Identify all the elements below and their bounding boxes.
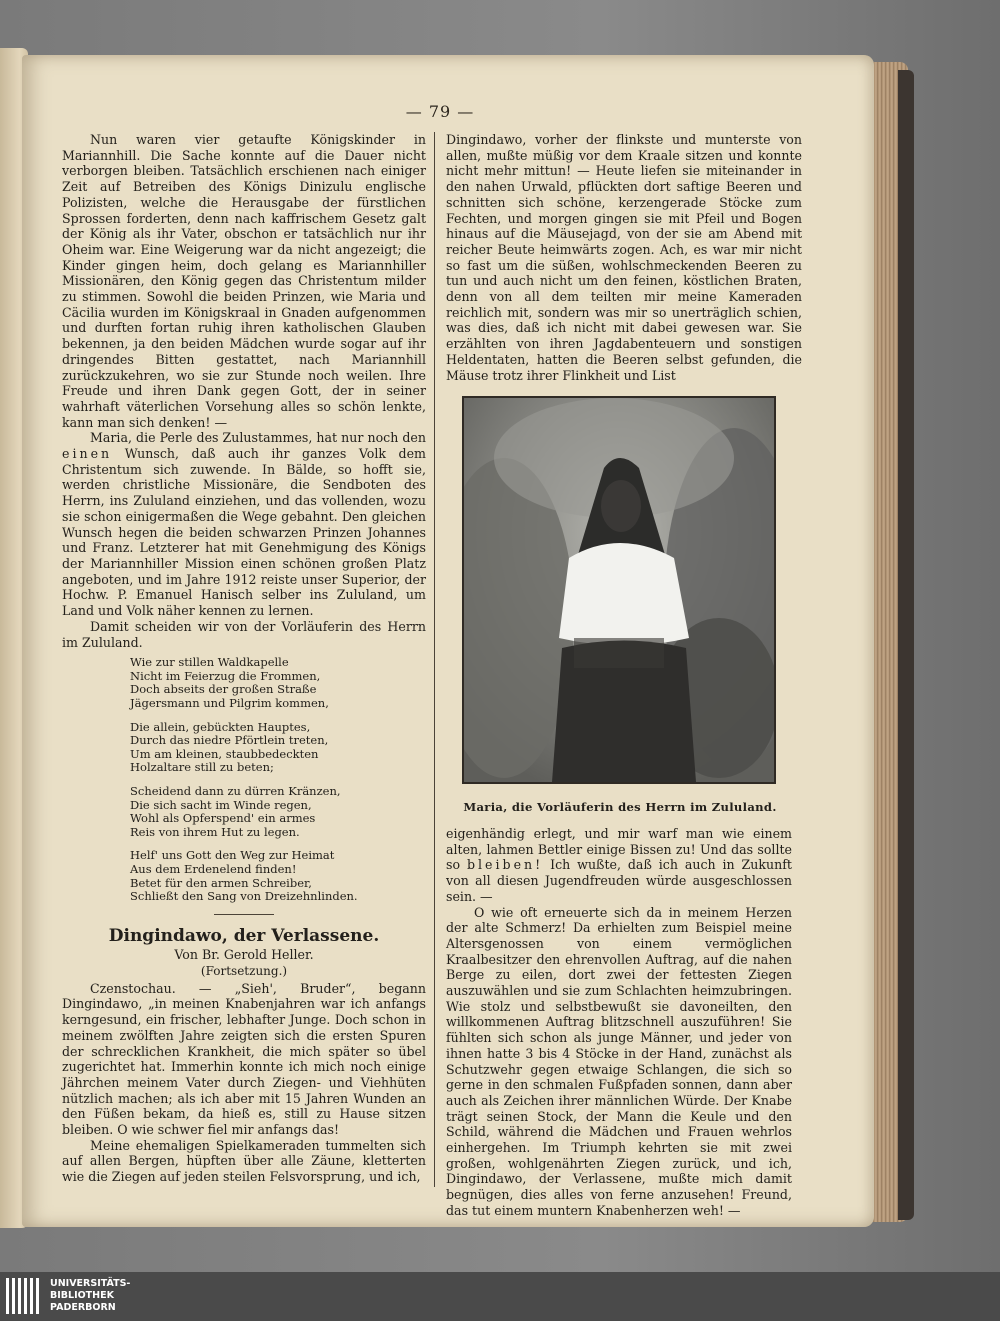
- section-divider: [214, 914, 274, 915]
- poem-stanza: [130, 849, 426, 903]
- article-title: Dingindawo, der Verlassene.: [108, 925, 380, 946]
- poem: [130, 656, 426, 904]
- emphasis-word: einen: [62, 446, 113, 462]
- left-column: [62, 132, 426, 1185]
- library-name-line: PADERBORN: [50, 1302, 116, 1313]
- paragraph-rest: Ich wußte, daß ich auch in Zukunft von all diesen Jugendfreuden würde ausgeschlossen sein. —: [446, 857, 792, 904]
- paragraph-farewell: Damit scheiden wir von der Vorläuferin des Herrn im Zululand.: [62, 618, 426, 650]
- poem-line: Nicht im Feierzug die Frommen,: [130, 668, 321, 683]
- poem-line: Wie zur stillen Waldkapelle: [130, 655, 289, 670]
- article-paragraph: [446, 826, 792, 905]
- library-name: [50, 1278, 130, 1314]
- portrait-photo: [462, 396, 776, 784]
- column-divider: [434, 132, 435, 1187]
- intro-paragraph: Nun waren vier getaufte Königskinder in Mariannhill. Die Sache konnte auf die Dauer nicht verborgen bleiben. Tatsächlich erschienen nach einiger Zeit auf Betreiben des Königs Dinizulu englische Polizisten, welche die Herausgabe der fürstlichen Sprossen forderten, denn nach kaffrischem Gesetz galt der König als ihr Vater, obschon er tatsächlich nur ihr Oheim war. Eine Weigerung war da nicht angezeigt; die Kinder gingen heim, doch gelang es Mariannhiller Missionären, den König gegen das Christentum milder zu stimmen. Sowohl die beiden Prinzen, wie Maria und Cäcilia wurden im Königskraal in Gnaden aufgenommen und durften fortan ruhig ihren katholischen Glauben bekennen, ja den beiden Mädchen wurde sogar auf ihr dringendes Bitten gestattet, nach Mariannhill zurückzukehren, wo sie zur Stunde noch weilen. Ihre Freude und ihren Dank gegen Gott, der in seiner wahrhaft väterlichen Vorsehung alles so schön lenkte, kann man sich denken! —: [62, 132, 426, 430]
- photo-caption: Maria, die Vorläuferin des Herrn im Zululand.: [463, 800, 777, 814]
- poem-line: Helf' uns Gott den Weg zur Heimat: [130, 848, 335, 863]
- paragraph-maria-wish-start: Maria, die Perle des Zulustammes, hat nur noch den: [90, 430, 426, 446]
- poem-line: Aus dem Erdenelend finden!: [130, 861, 297, 876]
- poem-line: Schließt den Sang von Dreizehnlinden.: [130, 889, 358, 904]
- paragraph-maria-wish-rest: Wunsch, daß auch ihr ganzes Volk dem Christentum sich zuwende. In Bälde, so hofft sie, werden christliche Missionäre, die Sendboten des Herrn, ins Zululand einziehen, und das vollenden, wozu sie schon einigermaßen die Wege gebahnt. Den gleichen Wunsch hegen die beiden schwarzen Prinzen Johannes und Franz. Letzterer hat mit Genehmigung des Königs der Mariannhiller Mission einen schönen großen Platz angeboten, und im Jahre 1912 reiste unser Superior, der Hochw. P. Emanuel Hanisch selber ins Zululand, um Land und Volk näher kennen zu lernen.: [62, 446, 426, 619]
- emphasis-word: bleiben!: [466, 857, 544, 873]
- poem-line: Durch das niedre Pförtlein treten,: [130, 733, 329, 748]
- poem-line: Doch abseits der großen Straße: [130, 682, 317, 697]
- article-paragraph: O wie oft erneuerte sich da in meinem Herzen der alte Schmerz! Da erhielten zum Beispiel meine Altersgenossen von einem vermöglichen Kraalbesitzer den ehrenvollen Auftrag, auf die nahen Berge zu eilen, dort zwei der fettesten Ziegen auszuwählen und sie zum Schlachten heimzubringen. Wie stolz und selbstbewußt sie davoneilten, den willkommenen Auftrag blitzschnell auszuführen! Sie fühlten sich schon als junge Männer, und jeder von ihnen hatte 3 bis 4 Stöcke in der Hand, zunächst als Schutzwehr gegen etwaige Schlangen, die sich so gerne in den schmalen Fußpfaden sonnen, dann aber auch als Zeichen ihrer männlichen Würde. Der Knabe trägt seinen Stock, der Mann die Keule und den Schild, während die Mädchen und Frauen wehrlos einhergehen. Im Triumph kehrten sie mit zwei großen, wohlgenährten Ziegen zurück, und ich, Dingindawo, der Verlassene, mußte mich damit begnügen, dies alles von ferne anzusehen! Freund, das tut einem muntern Knabenherzen weh! —: [446, 904, 792, 1218]
- library-footer: [0, 1272, 1000, 1321]
- poem-stanza: [130, 721, 426, 775]
- page-number: — 79 —: [405, 102, 475, 121]
- article-byline: Von Br. Gerold Heller.: [174, 946, 314, 962]
- portrait-illustration: [464, 398, 774, 782]
- paragraph-maria-wish: [62, 430, 426, 618]
- poem-line: Wohl als Opferspend' ein armes: [130, 811, 316, 826]
- poem-stanza: [130, 785, 426, 839]
- article-paragraph: Meine ehemaligen Spielkameraden tummelten sich auf allen Bergen, hüpften über alle Zäune, kletterten wie die Ziegen auf jeden steilen Felsvorsprung, und ich,: [62, 1137, 426, 1185]
- article-paragraph: Dingindawo, vorher der flinkste und munterste von allen, mußte müßig vor dem Kraale sitzen und konnte nicht mehr mittun! — Heute liefen sie miteinander in den nahen Urwald, pflückten dort saftige Beeren und schnitten sich schöne, kerzengerade Stöcke zum Fechten, und morgen gingen sie mit Pfeil und Bogen hinaus auf die Mäusejagd, von der sie am Abend mit reicher Beute heimwärts zogen. Ach, es war mir nicht so fast um die süßen, wohlschmeckenden Beeren zu tun und auch nicht um den feinen, köstlichen Braten, denn von all dem teilten mir meine Kameraden reichlich mit, sondern was mir so unerträglich schien, was dies, daß ich nicht mit dabei gewesen war. Sie erzählten von ihren Jagdabenteuern und sonstigen Heldentaten, hatten die Beeren selbst gefunden, die Mäuse trotz ihrer Flinkheit und List: [446, 132, 802, 383]
- continuation-note: (Fortsetzung.): [200, 963, 288, 978]
- library-name-line: UNIVERSITÄTS-: [50, 1278, 131, 1289]
- poem-line: Betet für den armen Schreiber,: [130, 875, 312, 890]
- right-column-bottom: [446, 826, 792, 1219]
- library-logo-icon: [6, 1278, 44, 1314]
- article-paragraph: Czenstochau. — „Sieh', Bruder“, begann Dingindawo, „in meinen Knabenjahren war ich anfangs kerngesund, ein frischer, lebhafter Junge. Doch schon in meinem zwölften Jahre zeigten sich die ersten Spuren der schrecklichen Krankheit, die mich später so übel zugerichtet hat. Immerhin konnte ich mich noch einige Jährchen meinem Vater durch Ziegen- und Viehhüten nützlich machen; als ich aber mit 15 Jahren Wunden an den Füßen bekam, da hieß es, still zu Hause sitzen bleiben. O wie schwer fiel mir anfangs das!: [62, 980, 426, 1138]
- book-cover-edge: [898, 70, 914, 1220]
- poem-line: Die sich sacht im Winde regen,: [130, 797, 312, 812]
- poem-line: Reis von ihrem Hut zu legen.: [130, 824, 300, 839]
- poem-stanza: [130, 656, 426, 710]
- poem-line: Um am kleinen, staubbedeckten: [130, 746, 319, 761]
- paragraph-start: eigenhändig erlegt, und mir warf man wie einem alten, lahmen Bettler einige Bissen zu! Und das sollte so: [446, 826, 792, 873]
- poem-line: Scheidend dann zu dürren Kränzen,: [130, 783, 341, 798]
- right-column-top: [446, 132, 802, 383]
- poem-line: Die allein, gebückten Hauptes,: [130, 719, 311, 734]
- poem-line: Holzaltare still zu beten;: [130, 760, 274, 775]
- poem-line: Jägersmann und Pilgrim kommen,: [130, 695, 329, 710]
- library-name-line: BIBLIOTHEK: [50, 1290, 114, 1301]
